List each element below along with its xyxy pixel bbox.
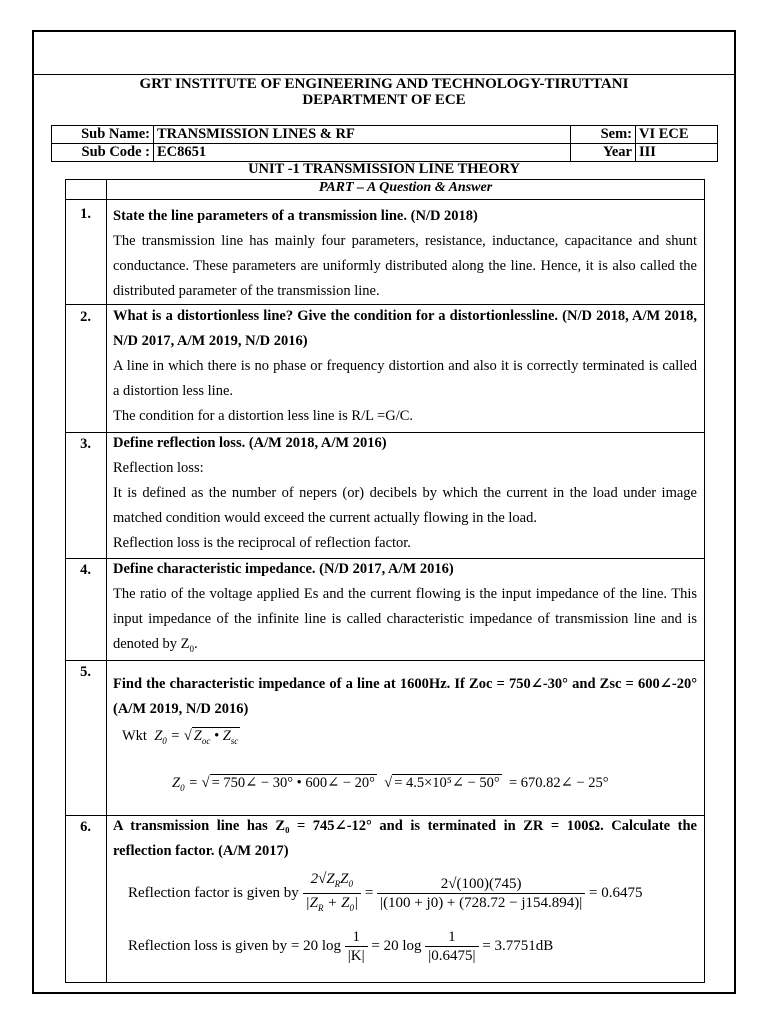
reflection-factor-formula: Reflection factor is given by $\frac{2√Z_RZ_0}{|Z_R + Z_0|}$ = $\frac{2√(100)(745)}{|(100 + j0) + (728.72 - j154.894)|}$ = 0.6475 [128,870,642,917]
sub-name-label: Sub Name: [52,126,154,144]
answer-text: It is defined as the number of nepers (or) decibels by which the current in the load under image matched condition would exceed the current actually flowing in the load. [113,485,697,526]
question-number: 1. [80,206,91,222]
question-3 [113,431,697,556]
question-text: Define reflection loss. (A/M 2018, A/M 2016) [113,435,387,451]
reflection-loss-formula: Reflection loss is given by = 20 log $\frac{1}{|K|}$ = 20 log $\frac{1}{|0.6475|}$ = 3.7751dB [128,929,554,964]
year-value: III [636,144,718,162]
eq-line: = 750∠ − 30° • 600∠ − 20° [211,775,375,791]
question-number: 5. [80,664,91,680]
question-number: 3. [80,436,91,452]
sem-label: Sem: [571,126,636,144]
formula-wkt: Wkt $Z_0$ = √ $Z_{oc}$ • $Z_{sc}$ [122,728,239,746]
question-text: What is a distortionless line? Give the condition for a distortionlessline. (N/D 2018, A/M 2018, N/D 2017, A/M 2019, N/D 2016) [113,308,697,349]
sub-name-value: TRANSMISSION LINES & RF [154,126,571,144]
question-1 [113,204,697,304]
question-2 [113,304,697,429]
answer-subscript: 0 [189,643,195,654]
row-divider [65,199,705,200]
rf-fraction-left: $\frac{2√Z_RZ_0}{|Z_R + Z_0|}$ [303,870,362,917]
answer-text: The condition for a distortion less line is R/L =G/C. [113,408,414,424]
rl-result: = 3.7751dB [482,937,554,954]
unit-title: UNIT -1 TRANSMISSION LINE THEORY [248,161,520,177]
institute-name: GRT INSTITUTE OF ENGINEERING AND TECHNOLOGY-TIRUTTANI [139,76,629,92]
rl-denominator: |0.6475| [428,948,476,964]
rf-fraction-right [377,875,585,912]
question-text: Define characteristic impedance. (N/D 2017, A/M 2016) [113,561,454,577]
department-name: DEPARTMENT OF ECE [302,92,466,108]
question-text: State the line parameters of a transmission line. (N/D 2018) [113,208,478,224]
number-column-divider [106,179,107,983]
year-label: Year [571,144,636,162]
question-text: Find the characteristic impedance of a line at 1600Hz. If Zoc = 750∠-30° and Zsc = 600∠-20° (A/M 2019, N/D 2016) [113,676,697,717]
question-text: A transmission line has Z₀ = 745∠-12° and is terminated in ZR = 100Ω. Calculate the reflection factor. (A/M 2017) [113,818,697,859]
question-5 [113,672,697,722]
header-rule [32,74,736,75]
rf-numerator: 2√(100)(745) [377,875,585,894]
sub-code-label: Sub Code : [52,144,154,162]
sub-code-value: EC8651 [154,144,571,162]
answer-text [113,582,697,662]
rf-denominator: |(100 + j0) + (728.72 − j154.894)| [380,895,583,911]
subject-info-table [51,125,718,162]
answer-text: The transmission line has mainly four parameters, resistance, inductance, capacitance and shunt conductance. These parameters are uniformly distributed along the line. Hence, it is also called the distributed parameter of the transmission line. [113,233,697,299]
rf-result: = 0.6475 [589,884,643,901]
part-title: PART – A Question & Answer [318,180,493,195]
answer-end: . [194,636,198,652]
question-6 [113,814,697,864]
subject-row-code [52,144,718,162]
answer-text: Reflection loss: [113,460,204,476]
answer-body: The ratio of the voltage applied Es and the current flowing is the input impedance of the line. This input impedance of the infinite line is called characteristic impedance of transmission line and is denoted by Z [113,586,697,652]
eq-line2: = 4.5×10⁵∠ − 50° [394,775,500,791]
rl-fraction-right: $\frac{1}{|0.6475|}$ [425,928,478,965]
subject-row-name [52,126,718,144]
sem-value: VI ECE [636,126,718,144]
eq-result: = 670.82∠ − 25° [508,775,609,791]
wkt-label: Wkt [122,728,147,744]
formula-z0-calc: $Z_0$ = √ = 750∠ − 30° • 600∠ − 20° √ = 4.5×10⁵∠ − 50° = 670.82∠ − 25° [172,775,609,793]
question-4 [113,557,697,662]
answer-text: A line in which there is no phase or frequency distortion and also it is correctly terminated is called a distortion less line. [113,358,697,399]
rl-fraction-left: $\frac{1}{|K|}$ [345,928,368,965]
rf-label: Reflection factor is given by [128,884,299,901]
question-number: 6. [80,819,91,835]
question-number: 2. [80,309,91,325]
question-number: 4. [80,562,91,578]
rl-mid: = 20 log [371,937,422,954]
rl-label: Reflection loss is given by [128,937,288,954]
answer-text: Reflection loss is the reciprocal of reflection factor. [113,535,411,551]
